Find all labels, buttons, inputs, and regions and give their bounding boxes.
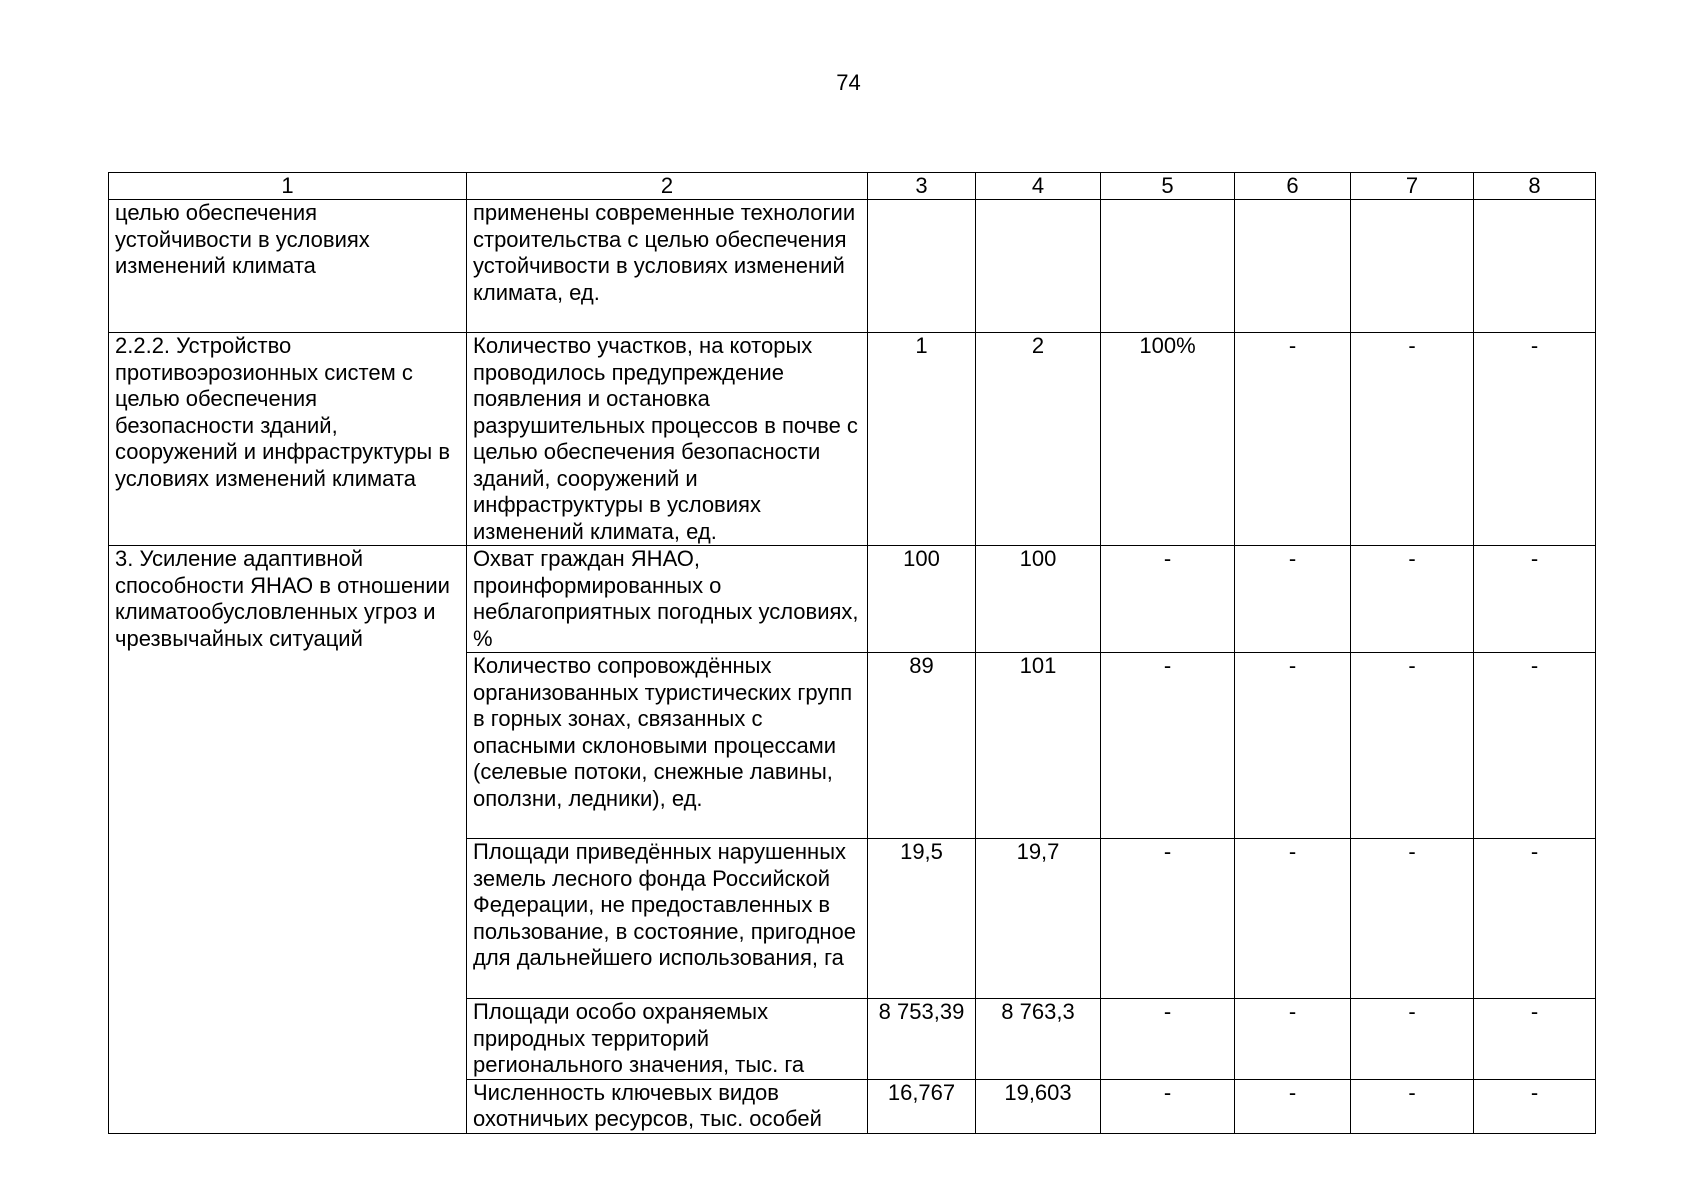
- indicator-cell: Охват граждан ЯНАО, проинформированных о неблагоприятных погодных условиях, %: [467, 546, 868, 653]
- value-cell: -: [1474, 839, 1596, 999]
- value-cell: [1474, 200, 1596, 333]
- column-header: 3: [868, 173, 976, 200]
- column-header: 1: [109, 173, 467, 200]
- value-cell: -: [1235, 1079, 1351, 1133]
- goal-cell: целью обеспечения устойчивости в условиях изменений климата: [109, 200, 467, 333]
- value-cell: -: [1474, 546, 1596, 653]
- value-cell: 89: [868, 653, 976, 839]
- value-cell: [1101, 200, 1235, 333]
- value-cell: -: [1474, 653, 1596, 839]
- column-header: 8: [1474, 173, 1596, 200]
- value-cell: -: [1474, 333, 1596, 546]
- header-row: [109, 173, 1596, 200]
- value-cell: [1235, 200, 1351, 333]
- page-number: 74: [836, 70, 861, 95]
- value-cell: -: [1235, 546, 1351, 653]
- value-cell: -: [1235, 333, 1351, 546]
- column-header: 2: [467, 173, 868, 200]
- value-cell: -: [1351, 999, 1474, 1080]
- column-header: 5: [1101, 173, 1235, 200]
- value-cell: 100: [868, 546, 976, 653]
- value-cell: -: [1351, 839, 1474, 999]
- value-cell: 8 763,3: [976, 999, 1101, 1080]
- indicator-cell: Площади приведённых нарушенных земель лесного фонда Российской Федерации, не предоставленных в пользование, в состояние, пригодное для дальнейшего использования, га: [467, 839, 868, 999]
- goal-cell: 3. Усиление адаптивной способности ЯНАО в отношении климатообусловленных угроз и чрезвычайных ситуаций: [109, 546, 467, 1134]
- value-cell: 19,603: [976, 1079, 1101, 1133]
- value-cell: 100: [976, 546, 1101, 653]
- value-cell: 100%: [1101, 333, 1235, 546]
- value-cell: 19,7: [976, 839, 1101, 999]
- column-header: 7: [1351, 173, 1474, 200]
- value-cell: -: [1101, 1079, 1235, 1133]
- column-header: 4: [976, 173, 1101, 200]
- value-cell: -: [1351, 1079, 1474, 1133]
- value-cell: -: [1474, 1079, 1596, 1133]
- goal-cell: 2.2.2. Устройство противоэрозионных систем с целью обеспечения безопасности зданий, сооружений и инфраструктуры в условиях изменений климата: [109, 333, 467, 546]
- value-cell: -: [1474, 999, 1596, 1080]
- indicator-cell: Количество сопровождённых организованных туристических групп в горных зонах, связанных с опасными склоновыми процессами (селевые потоки, снежные лавины, оползни, ледники), ед.: [467, 653, 868, 839]
- value-cell: -: [1235, 839, 1351, 999]
- value-cell: -: [1101, 839, 1235, 999]
- value-cell: 16,767: [868, 1079, 976, 1133]
- indicator-cell: Количество участков, на которых проводилось предупреждение появления и остановка разрушительных процессов в почве с целью обеспечения безопасности зданий, сооружений и инфраструктуры в условиях изменений климата, ед.: [467, 333, 868, 546]
- value-cell: -: [1351, 546, 1474, 653]
- indicator-cell: Площади особо охраняемых природных территорий регионального значения, тыс. га: [467, 999, 868, 1080]
- value-cell: -: [1351, 333, 1474, 546]
- value-cell: -: [1101, 653, 1235, 839]
- value-cell: [976, 200, 1101, 333]
- value-cell: 101: [976, 653, 1101, 839]
- value-cell: 19,5: [868, 839, 976, 999]
- value-cell: -: [1351, 653, 1474, 839]
- table-row: [109, 546, 1596, 653]
- indicator-cell: Численность ключевых видов охотничьих ресурсов, тыс. особей: [467, 1079, 868, 1133]
- value-cell: [868, 200, 976, 333]
- value-cell: -: [1235, 653, 1351, 839]
- value-cell: 1: [868, 333, 976, 546]
- indicator-cell: применены современные технологии строительства с целью обеспечения устойчивости в условиях изменений климата, ед.: [467, 200, 868, 333]
- table-row: [109, 200, 1596, 333]
- value-cell: -: [1101, 546, 1235, 653]
- value-cell: -: [1101, 999, 1235, 1080]
- indicators-table: [108, 172, 1596, 1134]
- table-row: [109, 333, 1596, 546]
- value-cell: 8 753,39: [868, 999, 976, 1080]
- value-cell: -: [1235, 999, 1351, 1080]
- value-cell: [1351, 200, 1474, 333]
- value-cell: 2: [976, 333, 1101, 546]
- column-header: 6: [1235, 173, 1351, 200]
